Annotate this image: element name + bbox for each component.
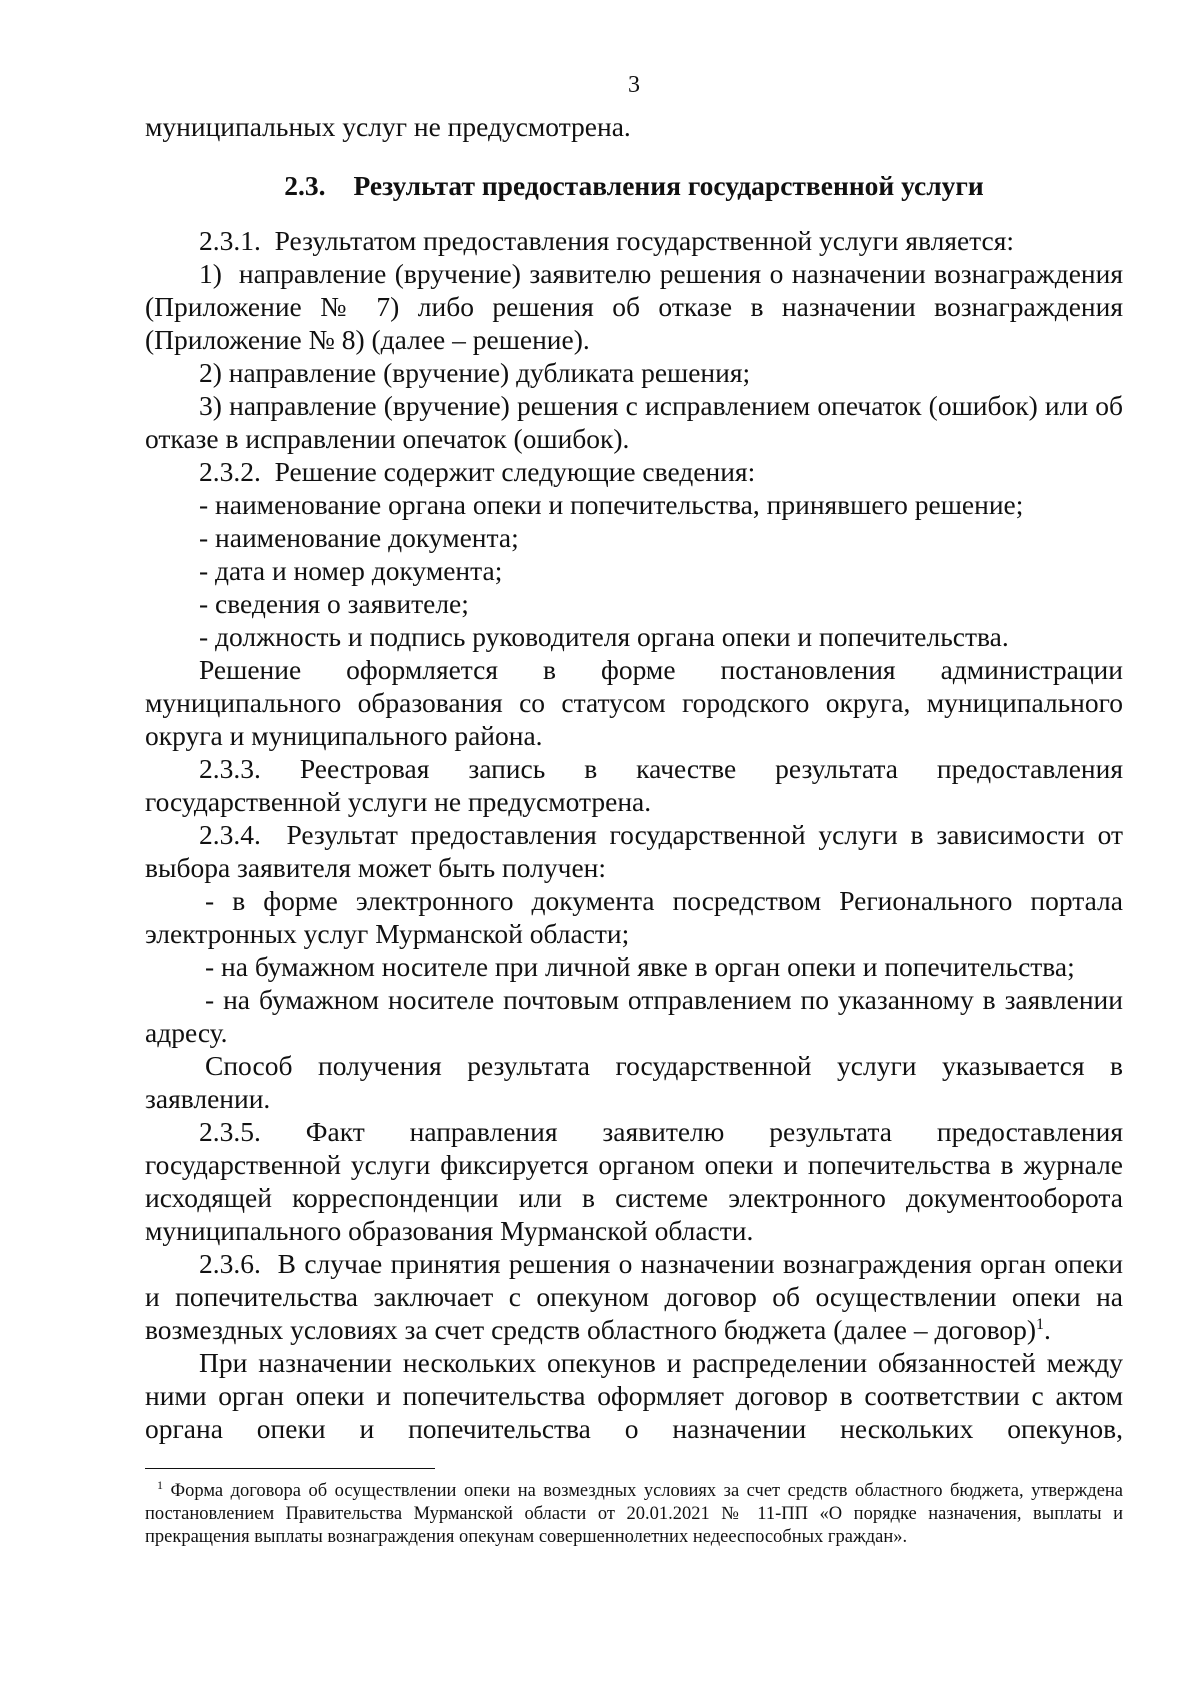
footnote-1 (145, 1477, 1124, 1549)
document-page (145, 60, 1123, 1445)
list-item-2: 2) направление (вручение) дубликата решения; (199, 357, 751, 388)
bullet-item: - на бумажном носителе при личной явке в орган опеки и попечительства; (205, 951, 1075, 982)
paragraph-2-3-2: 2.3.2. Решение содержит следующие сведения: (199, 456, 756, 487)
bullet-item: - наименование документа; (199, 522, 519, 553)
bullet-item: - дата и номер документа; (199, 555, 503, 586)
footnote-ref-trailing: . (1044, 1314, 1051, 1345)
multiple-guardians-paragraph: При назначении нескольких опекунов и распределении обязанностей между ними орган опеки и попечительства оформляет договор в соответствии с актом органа опеки и попечительства о назначении нескольких опекунов, (145, 1347, 1123, 1444)
section-title: Результат предоставления государственной услуги (353, 170, 984, 201)
footnotes (145, 1477, 1124, 1549)
page-number: 3 (628, 72, 640, 98)
intro-line: муниципальных услуг не предусмотрена. (145, 111, 631, 142)
paragraph-2-3-5: 2.3.5. Факт направления заявителю результата предоставления государственной услуги фиксируется органом опеки и попечительства в журнале исходящей корреспонденции или в системе электронного документооборота муниципального образования Мурманской области. (145, 1116, 1123, 1246)
list-item-3: 3) направление (вручение) решения с исправлением опечаток (ошибок) или об отказе в исправлении опечаток (ошибок). (145, 390, 1123, 454)
bullet-item: - наименование органа опеки и попечительства, принявшего решение; (199, 489, 1024, 520)
paragraph-2-3-6 (145, 1247, 1123, 1346)
section-number: 2.3. (284, 170, 326, 201)
paragraph-2-3-6-text: 2.3.6. В случае принятия решения о назначении вознаграждения орган опеки и попечительства заключает с опекуном договор об осуществлении опеки на возмездных условиях за счет средств областного бюджета (далее – договор) (145, 1248, 1123, 1345)
footnote-divider (145, 1468, 435, 1469)
bullet-item: - на бумажном носителе почтовым отправлением по указанному в заявлении адресу. (145, 984, 1123, 1048)
method-paragraph: Способ получения результата государственной услуги указывается в заявлении. (145, 1050, 1123, 1114)
bullet-item: - должность и подпись руководителя органа опеки и попечительства. (199, 621, 1009, 652)
footnote-marker: 1 (157, 1477, 163, 1492)
footnote-text: Форма договора об осуществлении опеки на возмездных условиях за счет средств областного бюджета, утверждена постановлением Правительства Мурманской области от 20.01.2021 № 11-ПП «О порядке назначения, выплаты и прекращения выплаты вознаграждения опекунам совершеннолетних недееспособных граждан». (145, 1481, 1124, 1547)
list-item-1: 1) направление (вручение) заявителю решения о назначении вознаграждения (Приложение № 7) либо решения об отказе в назначении вознаграждения (Приложение № 8) (далее – решение). (145, 258, 1123, 355)
footnote-reference[interactable]: 1 (1036, 1315, 1045, 1333)
paragraph-2-3-4: 2.3.4. Результат предоставления государственной услуги в зависимости от выбора заявителя может быть получен: (145, 819, 1123, 883)
paragraph-2-3-3: 2.3.3. Реестровая запись в качестве результата предоставления государственной услуги не предусмотрена. (145, 753, 1123, 817)
paragraph-2-3-1: 2.3.1. Результатом предоставления государственной услуги является: (199, 225, 1015, 256)
section-heading (145, 169, 1123, 202)
decision-paragraph: Решение оформляется в форме постановления администрации муниципального образования со статусом городского округа, муниципального округа и муниципального района. (145, 654, 1123, 751)
bullet-item: - сведения о заявителе; (199, 588, 469, 619)
bullet-item: - в форме электронного документа посредством Регионального портала электронных услуг Мурманской области; (145, 885, 1123, 949)
